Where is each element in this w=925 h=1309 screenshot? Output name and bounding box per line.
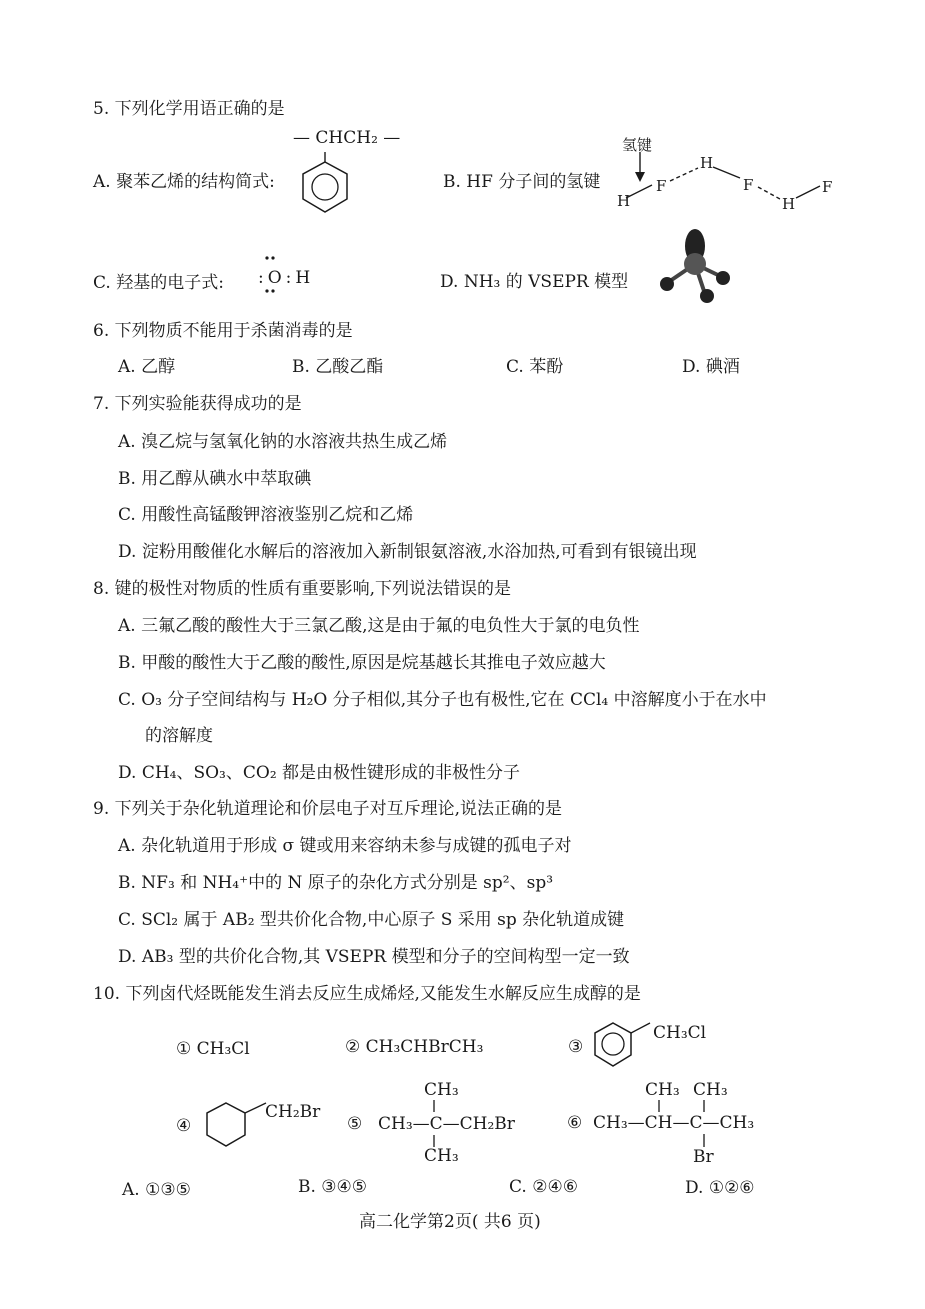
hbond-label: 氢键 bbox=[622, 136, 653, 154]
cyclohexane-ring-icon bbox=[204, 1098, 274, 1152]
compound-1: ① CH₃Cl bbox=[176, 1039, 250, 1059]
q5-option-a: A. 聚苯乙烯的结构简式: bbox=[93, 172, 275, 192]
atom-f: F bbox=[743, 176, 754, 194]
q7-option-b: B. 用乙醇从碘水中萃取碘 bbox=[118, 469, 312, 489]
q5-option-d: D. NH₃ 的 VSEPR 模型 bbox=[440, 272, 629, 292]
q9-option-a: A. 杂化轨道用于形成 σ 键或用来容纳未参与成键的孤电子对 bbox=[118, 836, 572, 856]
atom-f: F bbox=[822, 178, 833, 196]
compound-6-number: ⑥ bbox=[567, 1113, 583, 1133]
q10-option-b: B. ③④⑤ bbox=[298, 1177, 368, 1197]
q8-option-a: A. 三氟乙酸的酸性大于三氯乙酸,这是由于氟的电负性大于氯的电负性 bbox=[118, 616, 640, 636]
compound-6-top-right: CH₃ bbox=[693, 1080, 728, 1100]
benzene-ring-icon bbox=[300, 152, 350, 216]
q8-stem: 8. 键的极性对物质的性质有重要影响,下列说法错误的是 bbox=[93, 579, 512, 599]
q8-option-d: D. CH₄、SO₃、CO₂ 都是由极性键形成的非极性分子 bbox=[118, 763, 521, 783]
q6-option-a: A. 乙醇 bbox=[118, 357, 176, 377]
q6-option-d: D. 碘酒 bbox=[682, 357, 740, 377]
q5-a-polymer-formula: — CHCH₂ — bbox=[293, 128, 401, 148]
atom-f: F bbox=[656, 177, 667, 195]
q7-option-a: A. 溴乙烷与氢氧化钠的水溶液共热生成乙烯 bbox=[118, 432, 448, 452]
q9-option-c: C. SCl₂ 属于 AB₂ 型共价化合物,中心原子 S 采用 sp 杂化轨道成键 bbox=[118, 910, 625, 930]
q10-stem: 10. 下列卤代烃既能发生消去反应生成烯烃,又能发生水解反应生成醇的是 bbox=[93, 984, 641, 1004]
q7-option-c: C. 用酸性高锰酸钾溶液鉴别乙烷和乙烯 bbox=[118, 505, 414, 525]
q8-option-c-continued: 的溶解度 bbox=[145, 726, 213, 746]
compound-3-substituent: CH₃Cl bbox=[653, 1023, 707, 1043]
hydroxyl-electron-formula: :O:H bbox=[258, 268, 315, 288]
q6-option-c: C. 苯酚 bbox=[506, 357, 564, 377]
compound-5-bottom: CH₃ bbox=[424, 1146, 459, 1166]
q10-option-a: A. ①③⑤ bbox=[122, 1180, 191, 1200]
compound-3-number: ③ bbox=[568, 1037, 584, 1057]
q9-stem: 9. 下列关于杂化轨道理论和价层电子对互斥理论,说法正确的是 bbox=[93, 799, 563, 819]
q7-stem: 7. 下列实验能获得成功的是 bbox=[93, 394, 302, 414]
compound-5-bonds bbox=[430, 1100, 440, 1150]
nh3-vsepr-model-icon bbox=[655, 226, 735, 306]
compound-6-bonds bbox=[652, 1100, 712, 1150]
compound-6-bottom: Br bbox=[693, 1147, 714, 1167]
q8-option-c: C. O₃ 分子空间结构与 H₂O 分子相似,其分子也有极性,它在 CCl₄ 中溶解度小于在水中 bbox=[118, 690, 767, 710]
q6-stem: 6. 下列物质不能用于杀菌消毒的是 bbox=[93, 321, 353, 341]
q10-option-c: C. ②④⑥ bbox=[509, 1177, 578, 1197]
compound-5-top: CH₃ bbox=[424, 1080, 459, 1100]
benzene-ring-icon bbox=[592, 1018, 662, 1072]
compound-5-main: CH₃—C—CH₂Br bbox=[378, 1114, 515, 1134]
q5-stem: 5. 下列化学用语正确的是 bbox=[93, 99, 285, 119]
q5-option-b: B. HF 分子间的氢键 bbox=[443, 172, 601, 192]
lone-pair-dots bbox=[263, 255, 303, 295]
q9-option-b: B. NF₃ 和 NH₄⁺中的 N 原子的杂化方式分别是 sp²、sp³ bbox=[118, 873, 554, 893]
compound-5-number: ⑤ bbox=[347, 1114, 363, 1134]
compound-4-number: ④ bbox=[176, 1116, 192, 1136]
compound-4-substituent: CH₂Br bbox=[265, 1102, 321, 1122]
q6-option-b: B. 乙酸乙酯 bbox=[292, 357, 384, 377]
q5-option-c: C. 羟基的电子式: bbox=[93, 273, 224, 293]
q10-option-d: D. ①②⑥ bbox=[685, 1178, 755, 1198]
atom-h: H bbox=[617, 192, 631, 210]
page-footer: 高二化学第2页( 共6 页) bbox=[359, 1212, 541, 1232]
compound-6-top-left: CH₃ bbox=[645, 1080, 680, 1100]
compound-2: ② CH₃CHBrCH₃ bbox=[345, 1037, 484, 1057]
atom-h: H bbox=[782, 195, 796, 213]
q9-option-d: D. AB₃ 型的共价化合物,其 VSEPR 模型和分子的空间构型一定一致 bbox=[118, 947, 630, 967]
q8-option-b: B. 甲酸的酸性大于乙酸的酸性,原因是烷基越长其推电子效应越大 bbox=[118, 653, 606, 673]
hf-hydrogen-bond-diagram bbox=[610, 152, 850, 212]
atom-h: H bbox=[700, 154, 714, 172]
q7-option-d: D. 淀粉用酸催化水解后的溶液加入新制银氨溶液,水浴加热,可看到有银镜出现 bbox=[118, 542, 697, 562]
compound-6-main: CH₃—CH—C—CH₃ bbox=[593, 1113, 755, 1133]
